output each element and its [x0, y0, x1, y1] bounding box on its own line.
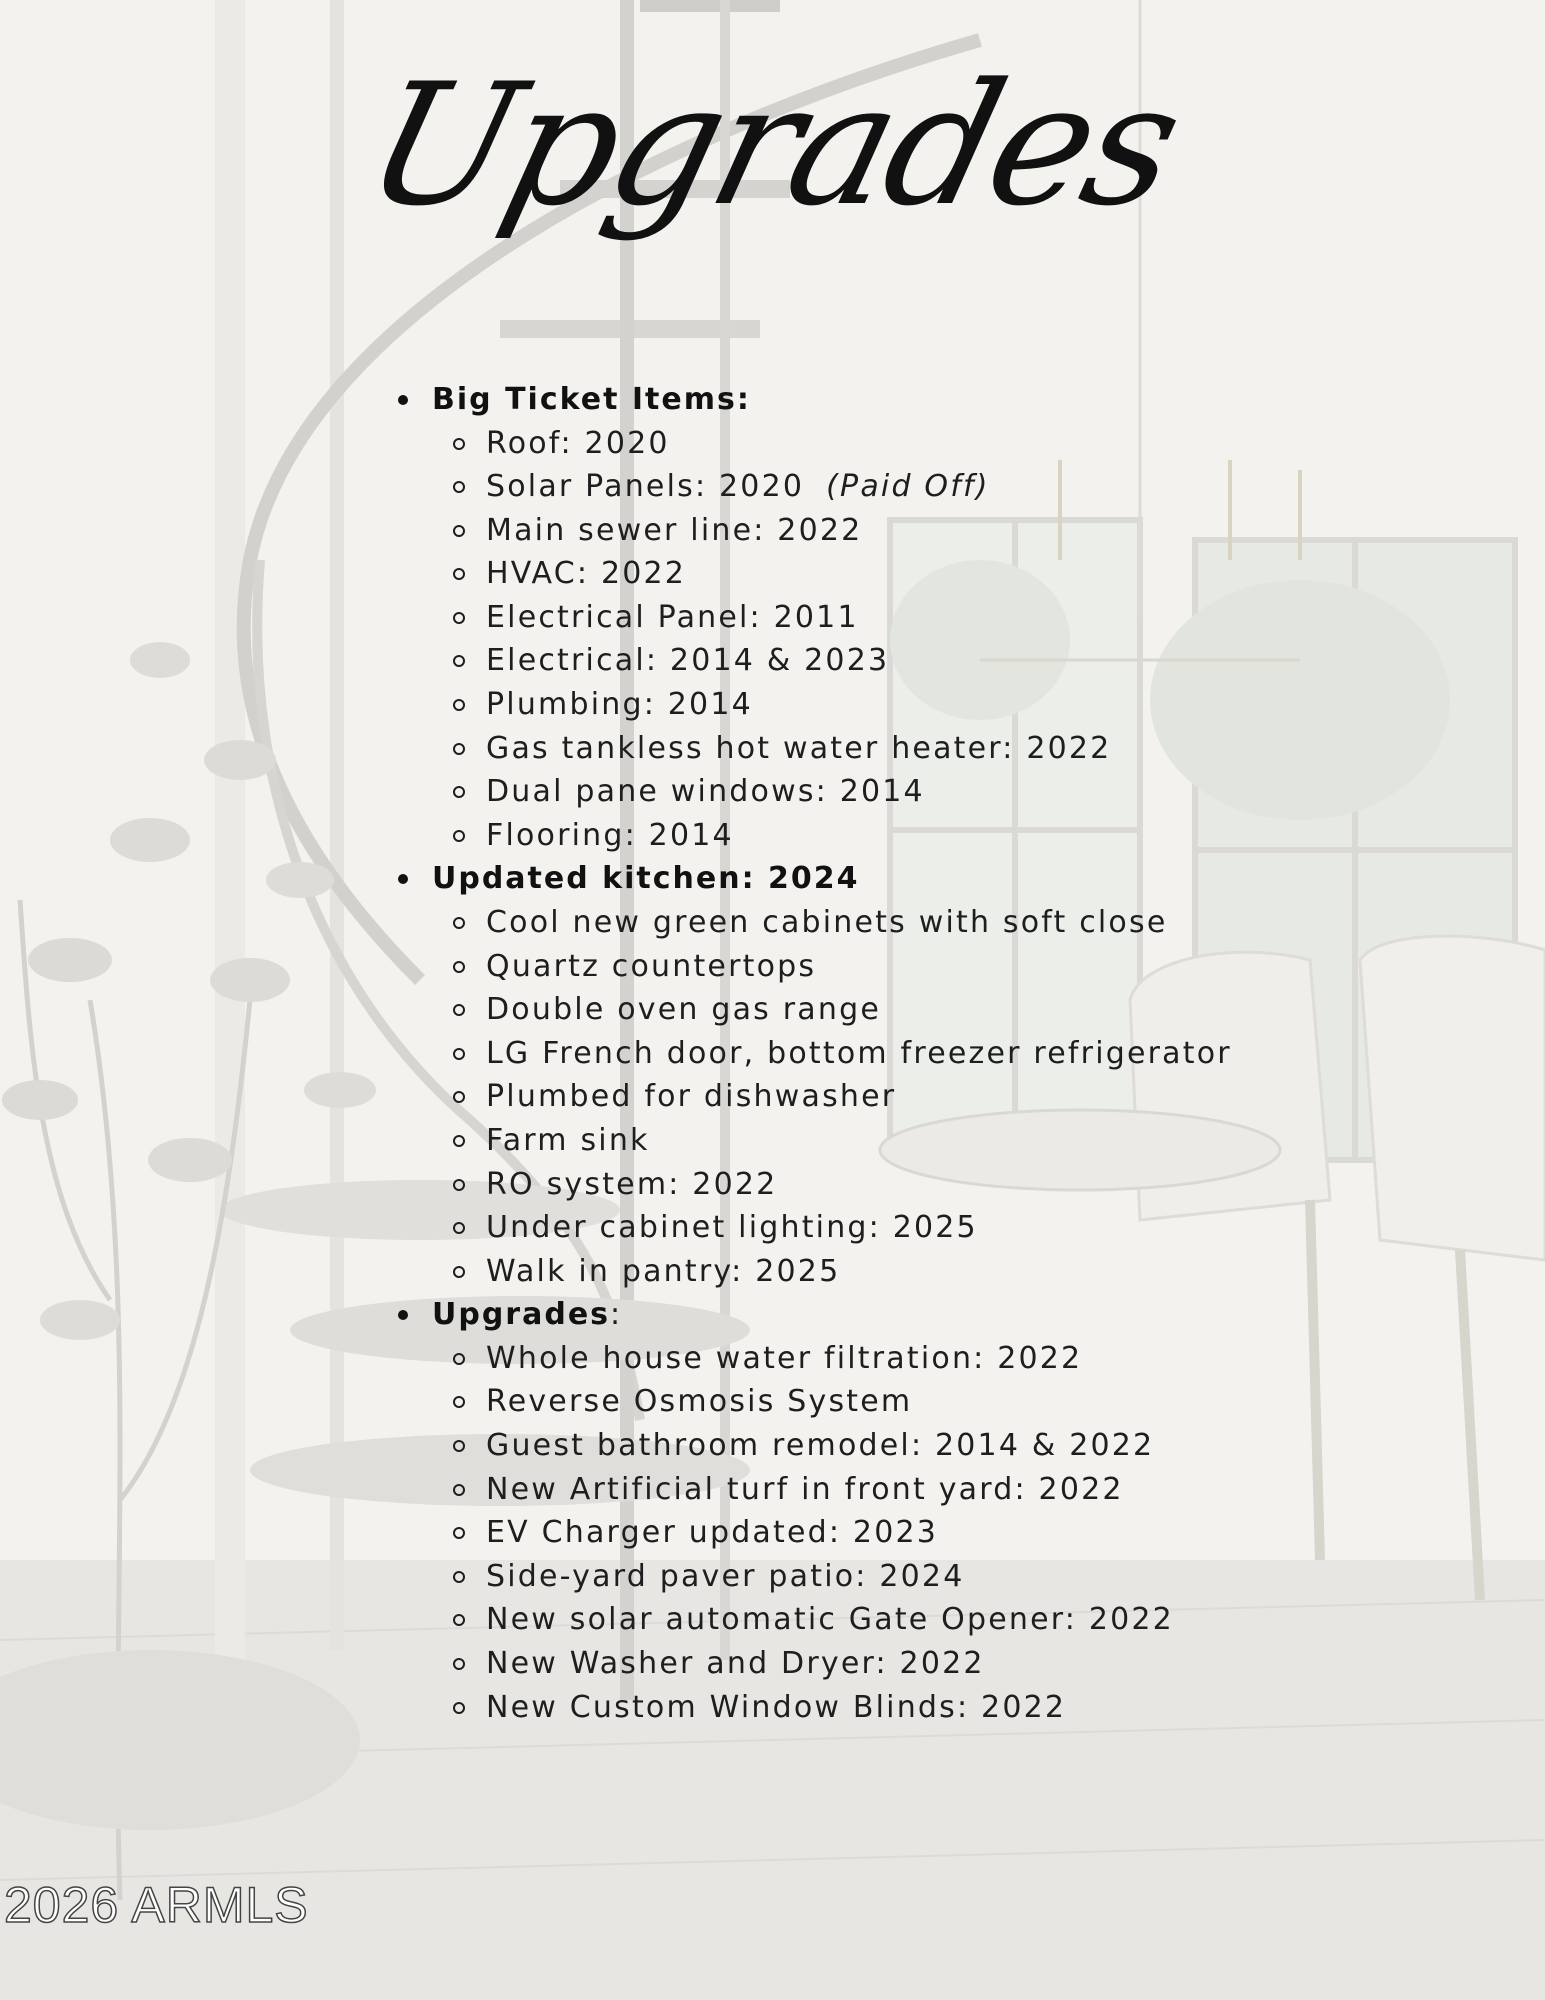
bullet-circle-icon	[453, 1266, 465, 1278]
bullet-circle-icon	[453, 1527, 465, 1539]
list-item: Double oven gas range	[398, 988, 1398, 1032]
list-item: EV Charger updated: 2023	[398, 1511, 1398, 1555]
heading-text: Updated kitchen: 2024	[432, 861, 860, 897]
bullet-circle-icon	[453, 655, 465, 667]
bullet-dot-icon	[398, 395, 408, 405]
bullet-circle-icon	[453, 961, 465, 973]
section-upgrades	[398, 1293, 1398, 1729]
section-heading	[398, 857, 1398, 901]
heading-text: Big Ticket Items:	[432, 382, 751, 417]
bullet-circle-icon	[453, 568, 465, 580]
bullet-circle-icon	[453, 1440, 465, 1452]
list-item: New Custom Window Blinds: 2022	[398, 1686, 1398, 1730]
list-item: Whole house water filtration: 2022	[398, 1337, 1398, 1381]
section-heading	[398, 378, 1398, 422]
list-item: Gas tankless hot water heater: 2022	[398, 727, 1398, 771]
heading-suffix: :	[610, 1297, 623, 1333]
bullet-circle-icon	[453, 1702, 465, 1714]
list-item: Plumbed for dishwasher	[398, 1075, 1398, 1119]
list-item: HVAC: 2022	[398, 552, 1398, 596]
bullet-circle-icon	[453, 1179, 465, 1191]
bullet-circle-icon	[453, 438, 465, 450]
list-item: Flooring: 2014	[398, 814, 1398, 858]
bullet-circle-icon	[453, 699, 465, 711]
list-item: Reverse Osmosis System	[398, 1380, 1398, 1424]
bullet-dot-icon	[398, 874, 408, 884]
upgrades-list	[398, 378, 1398, 1729]
copyright-watermark: 2026 ARMLS	[4, 1877, 309, 1933]
bullet-circle-icon	[453, 1135, 465, 1147]
bullet-circle-icon	[453, 481, 465, 493]
list-item: RO system: 2022	[398, 1163, 1398, 1207]
list-item: New solar automatic Gate Opener: 2022	[398, 1598, 1398, 1642]
bullet-circle-icon	[453, 1222, 465, 1234]
bullet-circle-icon	[453, 525, 465, 537]
list-item: Side-yard paver patio: 2024	[398, 1555, 1398, 1599]
bullet-circle-icon	[453, 1353, 465, 1365]
list-item: Roof: 2020	[398, 422, 1398, 466]
list-item: Guest bathroom remodel: 2014 & 2022	[398, 1424, 1398, 1468]
bullet-circle-icon	[453, 1484, 465, 1496]
list-item: Under cabinet lighting: 2025	[398, 1206, 1398, 1250]
list-item: Solar Panels: 2020 (Paid Off)	[398, 465, 1398, 509]
list-item: Dual pane windows: 2014	[398, 770, 1398, 814]
bullet-circle-icon	[453, 1004, 465, 1016]
bullet-circle-icon	[453, 1658, 465, 1670]
list-item: Electrical Panel: 2011	[398, 596, 1398, 640]
bullet-circle-icon	[453, 743, 465, 755]
list-item: New Artificial turf in front yard: 2022	[398, 1468, 1398, 1512]
page-title: Upgrades	[348, 47, 1197, 243]
bullet-circle-icon	[453, 917, 465, 929]
bullet-circle-icon	[453, 1396, 465, 1408]
list-item: Cool new green cabinets with soft close	[398, 901, 1398, 945]
section-heading	[398, 1293, 1398, 1337]
bullet-circle-icon	[453, 1614, 465, 1626]
bullet-circle-icon	[453, 1048, 465, 1060]
list-item: Walk in pantry: 2025	[398, 1250, 1398, 1294]
section-updated-kitchen	[398, 857, 1398, 1293]
heading-text: Upgrades	[432, 1297, 611, 1333]
bullet-circle-icon	[453, 1091, 465, 1103]
bullet-circle-icon	[453, 830, 465, 842]
list-item: Electrical: 2014 & 2023	[398, 639, 1398, 683]
list-item: Quartz countertops	[398, 945, 1398, 989]
list-item: Main sewer line: 2022	[398, 509, 1398, 553]
item-note: (Paid Off)	[826, 469, 990, 505]
section-big-ticket-items	[398, 378, 1398, 857]
list-item: Farm sink	[398, 1119, 1398, 1163]
bullet-circle-icon	[453, 786, 465, 798]
bullet-circle-icon	[453, 612, 465, 624]
list-item: LG French door, bottom freezer refrigerator	[398, 1032, 1398, 1076]
list-item: New Washer and Dryer: 2022	[398, 1642, 1398, 1686]
bullet-dot-icon	[398, 1310, 408, 1320]
bullet-circle-icon	[453, 1571, 465, 1583]
list-item: Plumbing: 2014	[398, 683, 1398, 727]
